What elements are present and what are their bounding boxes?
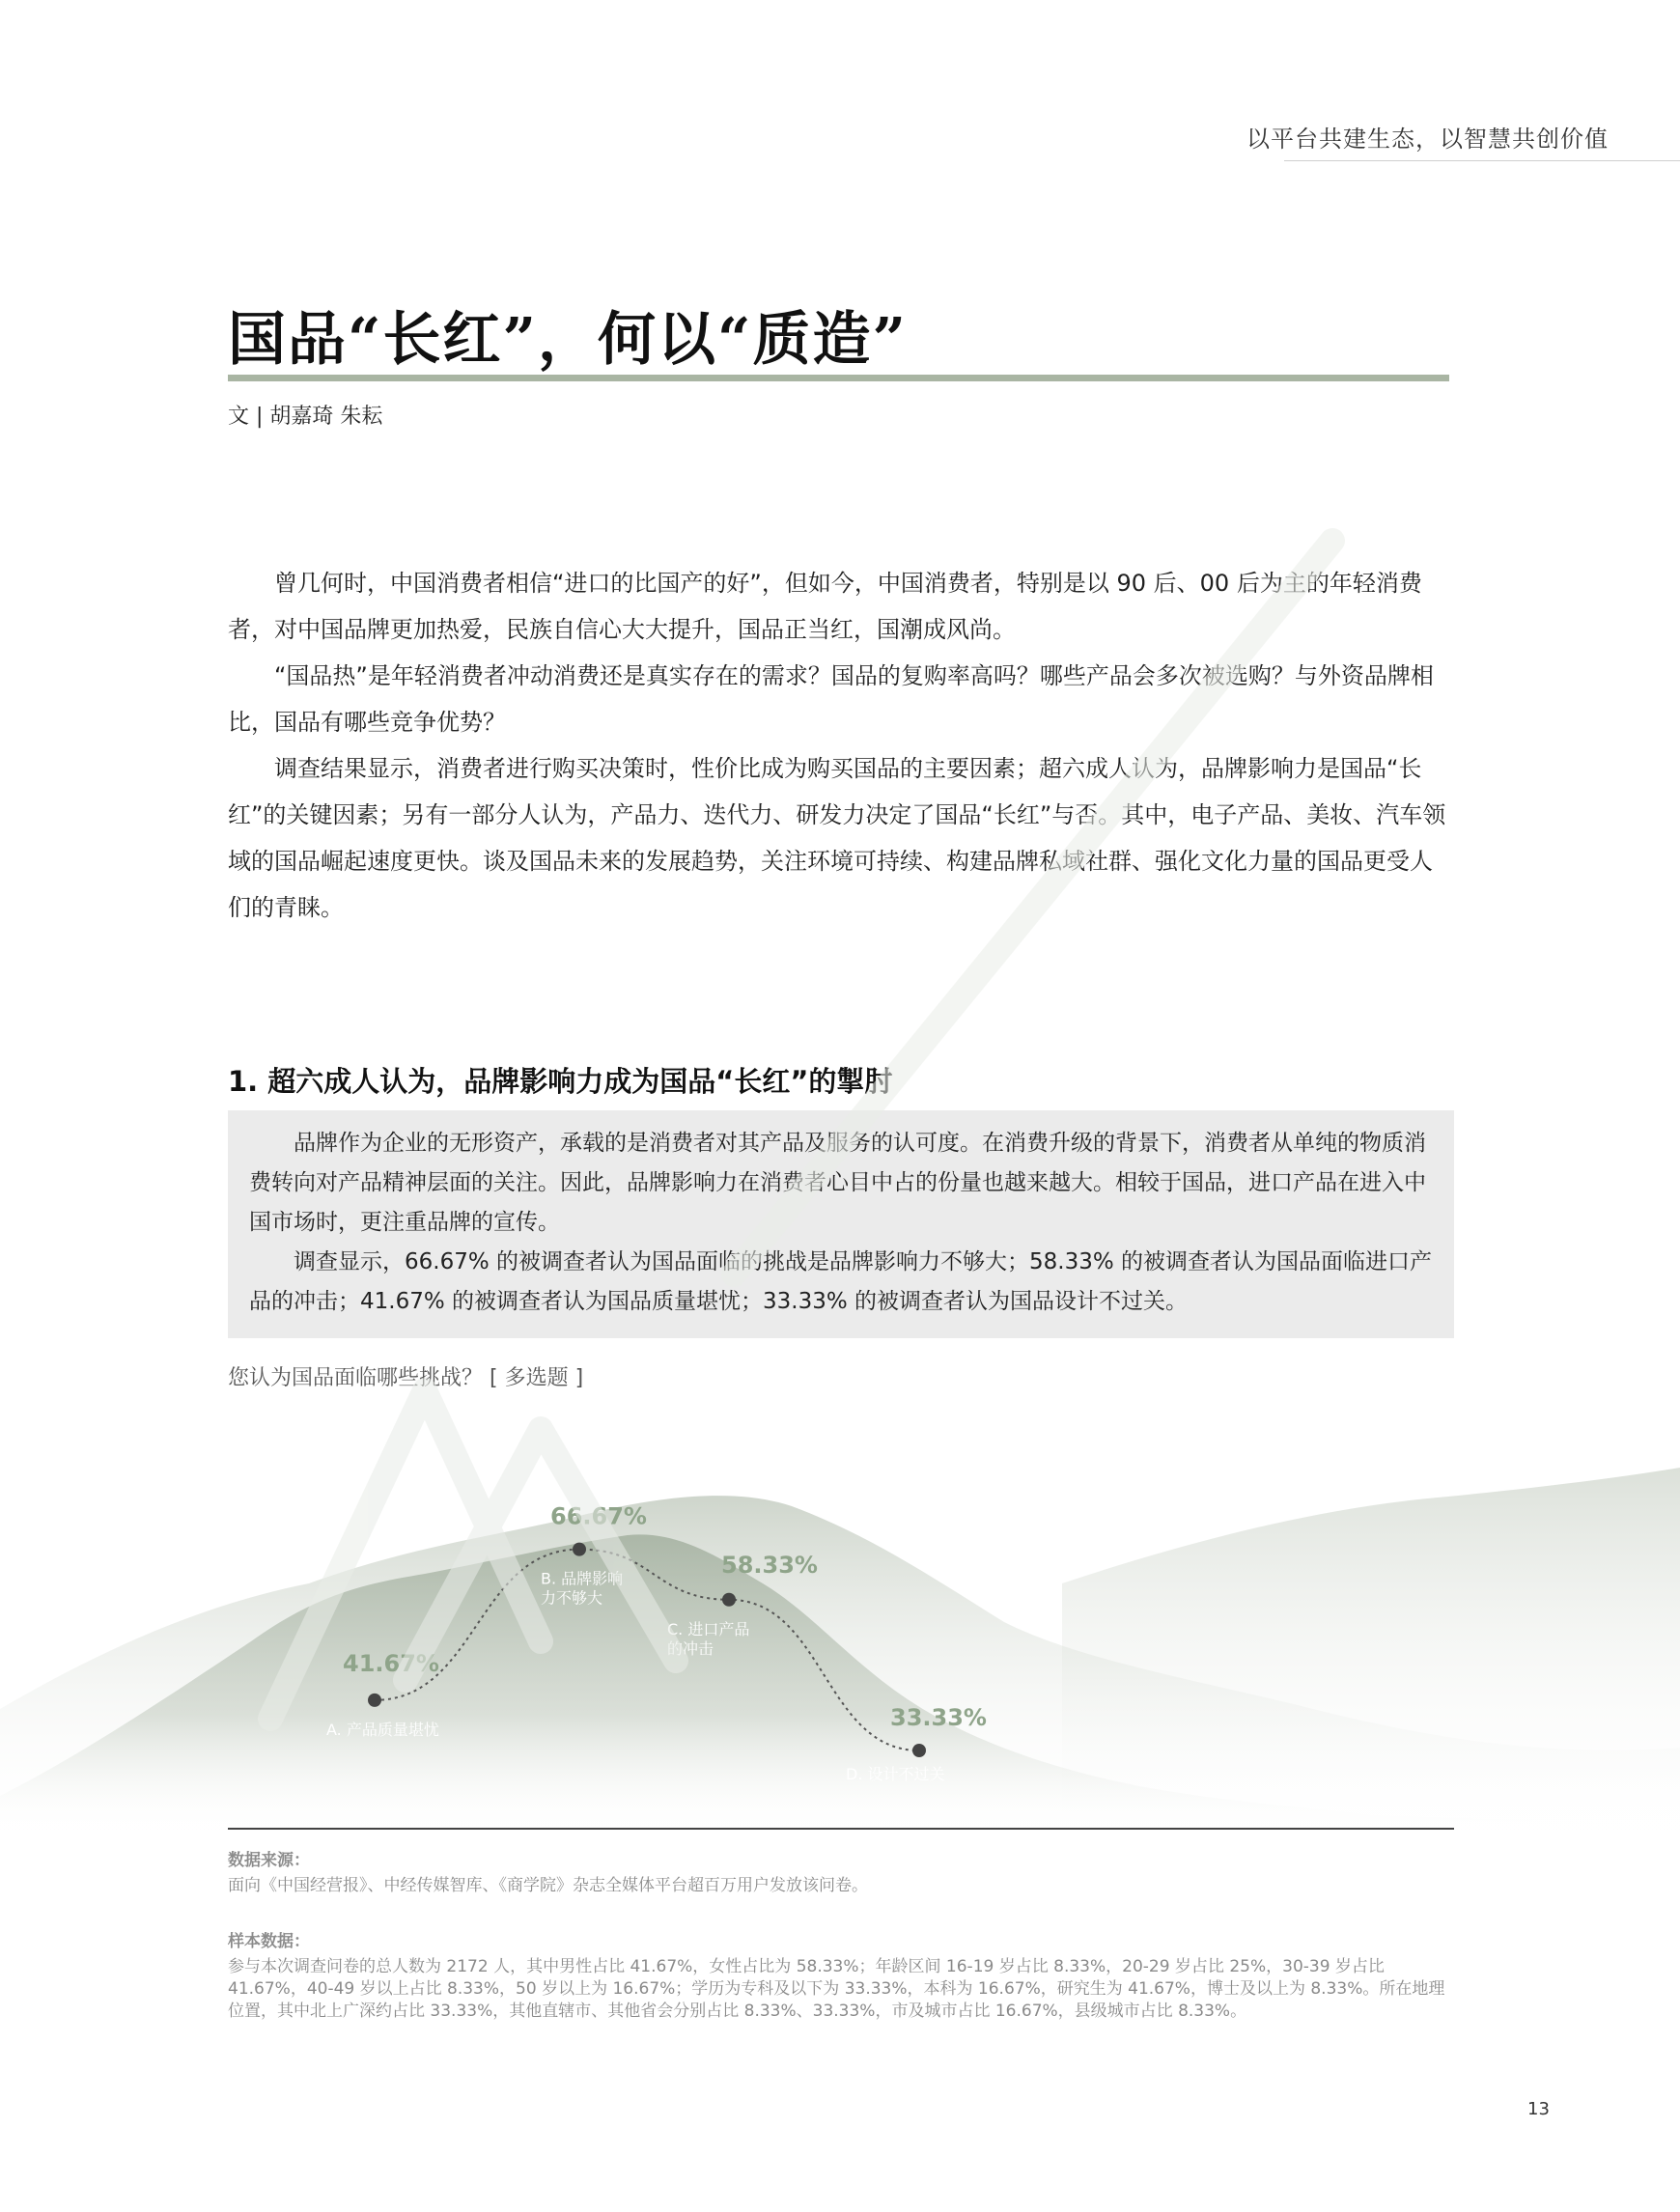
value-label: 33.33%: [890, 1704, 987, 1731]
category-label: 力不够大: [541, 1588, 603, 1608]
body-paragraph: “国品热”是年轻消费者冲动消费还是真实存在的需求？国品的复购率高吗？哪些产品会多次被选购？与外资品牌相比，国品有哪些竞争优势？: [228, 662, 1434, 736]
challenge-line-chart: [0, 1390, 1680, 1834]
category-label: C. 进口产品: [667, 1619, 750, 1638]
footer-divider: [228, 1828, 1454, 1830]
section-title: 1. 超六成人认为，品牌影响力成为国品“长红”的掣肘: [228, 1065, 893, 1098]
category-label: B. 品牌影响: [541, 1569, 624, 1588]
data-point: [368, 1694, 381, 1707]
title-underline: [228, 375, 1449, 381]
mountain-landscape: [0, 1468, 1680, 1834]
chart-question: 您认为国品面临哪些挑战？ [ 多选题 ]: [228, 1366, 584, 1390]
highlight-box: [228, 1110, 1454, 1338]
category-label: D. 设计不过关: [846, 1765, 945, 1783]
header-slogan: 以平台共建生态，以智慧共创价值: [1246, 126, 1609, 153]
source-label: 数据来源：: [228, 1851, 310, 1870]
value-label: 41.67%: [343, 1649, 439, 1677]
sample-label: 样本数据：: [228, 1932, 310, 1951]
data-point: [722, 1593, 736, 1607]
box-paragraph: 品牌作为企业的无形资产，承载的是消费者对其产品及服务的认可度。在消费升级的背景下，消费者从单纯的物质消费转向对产品精神层面的关注。因此，品牌影响力在消费者心目中占的份量也越来越大。相较于国品，进口产品在进入中国市场时，更注重品牌的宣传。: [249, 1131, 1426, 1235]
page-number: 13: [1527, 2099, 1550, 2119]
article-title: 国品“长红”，何以“质造”: [228, 306, 909, 374]
article-body: [228, 560, 1454, 931]
category-label: 的冲击: [667, 1638, 714, 1658]
body-paragraph: 调查结果显示，消费者进行购买决策时，性价比成为购买国品的主要因素；超六成人认为，品牌影响力是国品“长红”的关键因素；另有一部分人认为，产品力、迭代力、研发力决定了国品“长红”与否。其中，电子产品、美妆、汽车领域的国品崛起速度更快。谈及国品未来的发展趋势，关注环境可持续、构建品牌私域社群、强化文化力量的国品更受人们的青睐。: [228, 755, 1446, 921]
byline: 文 | 胡嘉琦 朱耘: [228, 405, 383, 429]
value-label: 66.67%: [550, 1502, 647, 1530]
sample-text: 参与本次调查问卷的总人数为 2172 人，其中男性占比 41.67%，女性占比为 58.33%；年龄区间 16-19 岁占比 8.33%，20-29 岁占比 25%，30-39 岁占比 41.67%，40-49 岁以上占比 8.33%，50 岁以上为 16.67%；学历为专科及以下为 33.33%，本科为 16.67%，研究生为 41.67%，博士及以上为 8.33%。所在地理位置，其中北上广深约占比 33.33%，其他直辖市、其他省会分别占比 8.33%、33.33%，市及城市占比 16.67%，县级城市占比 8.33%。: [228, 1957, 1445, 2021]
category-label: A. 产品质量堪忧: [326, 1720, 439, 1739]
data-point: [573, 1543, 586, 1556]
header-divider: [1284, 160, 1680, 161]
value-label: 58.33%: [721, 1551, 818, 1579]
source-text: 面向《中国经营报》、中经传媒智库、《商学院》杂志全媒体平台超百万用户发放该问卷。: [228, 1876, 868, 1895]
body-paragraph: 曾几何时，中国消费者相信“进口的比国产的好”，但如今，中国消费者，特别是以 90 后、00 后为主的年轻消费者，对中国品牌更加热爱，民族自信心大大提升，国品正当红，国潮成风尚。: [228, 570, 1422, 643]
box-paragraph: 调查显示，66.67% 的被调查者认为国品面临的挑战是品牌影响力不够大；58.33% 的被调查者认为国品面临进口产品的冲击；41.67% 的被调查者认为国品质量堪忧；33.33% 的被调查者认为国品设计不过关。: [249, 1249, 1433, 1314]
data-point: [912, 1744, 926, 1757]
